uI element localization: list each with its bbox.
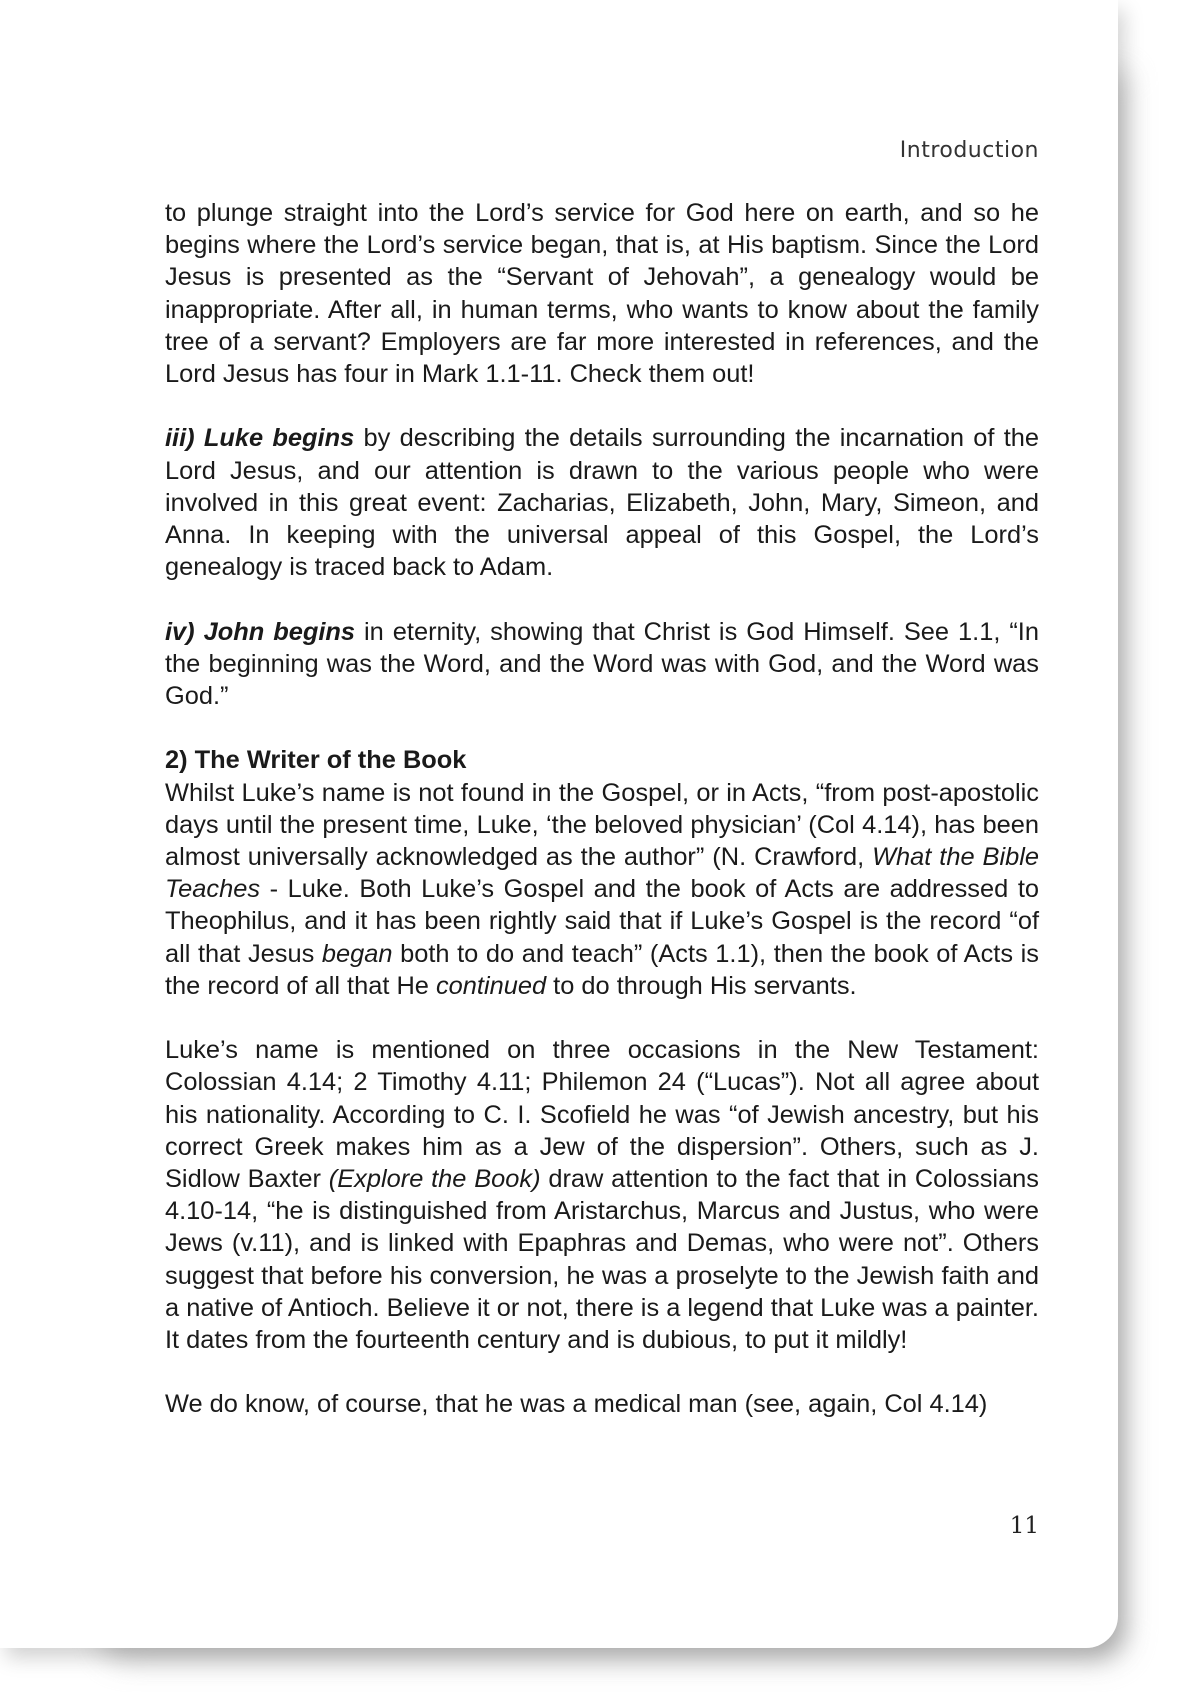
writer-text-c: both to do and teach” (Acts 1.1), then the book of Acts is the record of all that He — [165, 939, 1039, 1000]
paragraph-luke-name — [165, 1034, 1039, 1356]
paragraph-lead-john: iv) John begins — [165, 617, 356, 646]
luke-name-text-a: Luke’s name is mentioned on three occasions in the New Testament: Colossian 4.14; 2 Timothy 4.11; Philemon 24 (“Lucas”). Not all agree about his nationality. According to C. I. Scofield he was “of Jewish ancestry, but his correct Greek makes him as a Jew of the dispersion”. Others, such as J. Sidlow Baxter — [165, 1036, 1039, 1194]
writer-book-title: What the Bible Teaches — [165, 843, 1039, 904]
luke-name-text-b: draw attention to the fact that in Colossians 4.10-14, “he is distinguished from Aristarchus, Marcus and Justus, who were Jews (v.11), and is linked with Epaphras and Demas, who were not”. Others suggest that before his conversion, he was a proselyte to the Jewish faith and a native of Antioch. Believe it or not, there is a legend that Luke was a painter. It dates from the fourteenth century and is dubious, to put it mildly! — [165, 1165, 1040, 1355]
paragraph-text-john: in eternity, showing that Christ is God Himself. See 1.1, “In the beginning was the Word, and the Word was with God, and the Word was God.” — [165, 617, 1039, 711]
writer-emphasis-began: began — [321, 939, 393, 968]
writer-emphasis-continued: continued — [435, 971, 547, 1000]
writer-text-d: to do through His servants. — [546, 971, 857, 1000]
page-number: 11 — [1009, 1513, 1039, 1539]
luke-name-book-title: (Explore the Book) — [328, 1165, 541, 1194]
running-head: Introduction — [899, 138, 1039, 163]
paragraph-text-luke: by describing the details surrounding the incarnation of the Lord Jesus, and our attention is drawn to the various people who were involved in this great event: Zacharias, Elizabeth, John, Mary, Simeon, and Anna. In keeping with the universal appeal of this Gospel, the Lord’s genealogy is traced back to Adam. — [165, 424, 1039, 582]
writer-text-a: Whilst Luke’s name is not found in the Gospel, or in Acts, “from post-apostolic days until the present time, Luke, ‘the beloved physician’ (Col 4.14), has been almost universally acknowledged as the author” (N. Crawford, — [165, 778, 1039, 872]
paragraph-writer — [165, 777, 1039, 1002]
section-heading: 2) The Writer of the Book — [165, 746, 467, 775]
paragraph-medical-man: We do know, of course, that he was a medical man (see, again, Col 4.14) — [165, 1390, 988, 1419]
paragraph-luke-begins — [165, 422, 1039, 583]
page-body — [165, 197, 1039, 1421]
paragraph-john-begins — [165, 616, 1039, 713]
paragraph-mark-intro: to plunge straight into the Lord’s service for God here on earth, and so he begins where the Lord’s service began, that is, at His baptism. Since the Lord Jesus is presented as the “Servant of Jehovah”, a genealogy would be inappropriate. After all, in human terms, who wants to know about the family tree of a servant? Employers are far more interested in references, and the Lord Jesus has four in Mark 1.1-11. Check them out! — [165, 199, 1039, 389]
paragraph-lead-luke: iii) Luke begins — [165, 424, 355, 453]
writer-text-b: - Luke. Both Luke’s Gospel and the book of Acts are addressed to Theophilus, and it has been rightly said that if Luke’s Gospel is the record “of all that Jesus — [165, 875, 1039, 968]
